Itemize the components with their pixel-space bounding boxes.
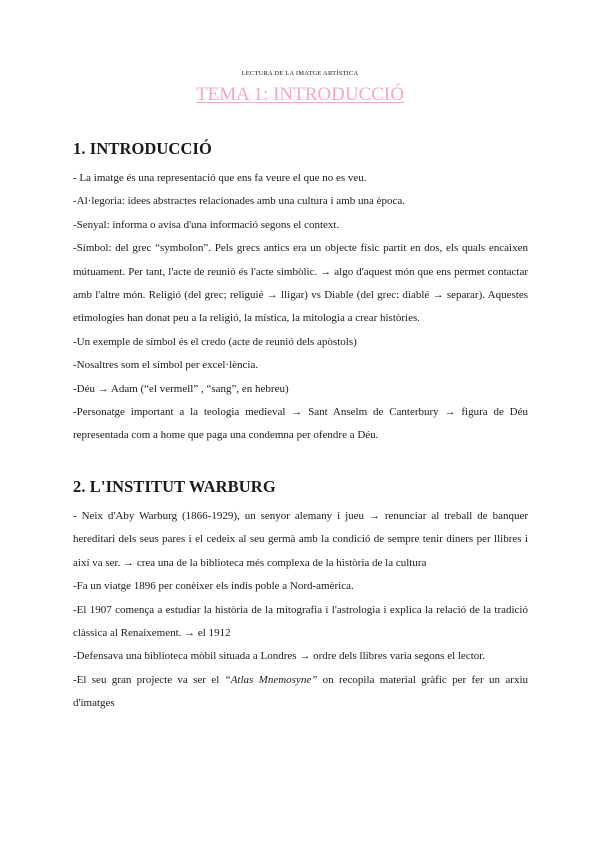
section-heading-institut-warburg: 2. L'INSTITUT WARBURG: [73, 477, 276, 496]
paragraph-atlas-mnemosyne: [73, 669, 528, 716]
text-run: -El seu gran projecte va ser el: [73, 673, 225, 686]
paragraph: -Símbol: del grec “symbolon”. Pels grecs antics era un objecte físic partit en dos, els quals encaixen mútuament. Per tant, l'acte de reunió és l'acte simbòlic. → algo d'aquest món que ens permet contactar amb l'altre món. Religió (del grec; religuié → lligar) vs Diable (del grec: diablé → separar). Aquestes etimologies han donat peu a la religió, la mística, la mitologia a crear històries.: [73, 242, 528, 325]
paragraph: -Nosaltres som el símbol per excel·lència.: [73, 359, 259, 372]
section-body-introduccio: [73, 167, 528, 448]
text-run: on recopila material gràfic per fer un arxiu d'imatges: [73, 673, 528, 710]
paragraph: -Un exemple de símbol és el credo (acte de reunió dels apòstols): [73, 335, 357, 348]
section-body-institut-warburg: [73, 505, 528, 716]
section-heading-introduccio: 1. INTRODUCCIÓ: [73, 139, 212, 158]
paragraph: -Senyal: informa o avisa d'una informació segons el context.: [73, 218, 340, 231]
running-header: LECTURA DE LA IMATGE ARTÍSTICA: [241, 70, 359, 77]
paragraph: -Defensava una biblioteca mòbil situada a Londres → ordre dels llibres varia segons el lector.: [73, 650, 486, 663]
paragraph: - La imatge és una representació que ens fa veure el que no es veu.: [73, 172, 367, 184]
paragraph: -Personatge important a la teologia medieval → Sant Anselm de Canterbury → figura de Déu representada com a home que paga una condemna per ofendre a Déu.: [73, 406, 528, 442]
topic-title: TEMA 1: INTRODUCCIÓ: [196, 84, 404, 105]
emphasized-title: “Atlas Mnemosyne”: [224, 673, 318, 686]
paragraph: -Al·legoria: idees abstractes relacionades amb una cultura i amb una època.: [73, 195, 405, 208]
paragraph: -Déu → Adam (“el vermell” , “sang”, en hebreu): [73, 382, 289, 395]
paragraph: - Neix d'Aby Warburg (1866-1929), un senyor alemany i jueu → renunciar al treball de banquer hereditari dels seus pares i el cedeix al seu germà amb la condició de sempre tenir diners per llibres i així va ser. → crea una de la biblioteca més complexa de la història de la cultura: [73, 510, 528, 569]
paragraph: -El 1907 comença a estudiar la història de la mitografia i l'astrologia i explica la relació de la tradició clàssica al Renaixement. → el 1912: [73, 603, 528, 640]
paragraph: -Fa un viatge 1896 per conèixer els indis poble a Nord-amèrica.: [73, 580, 354, 593]
